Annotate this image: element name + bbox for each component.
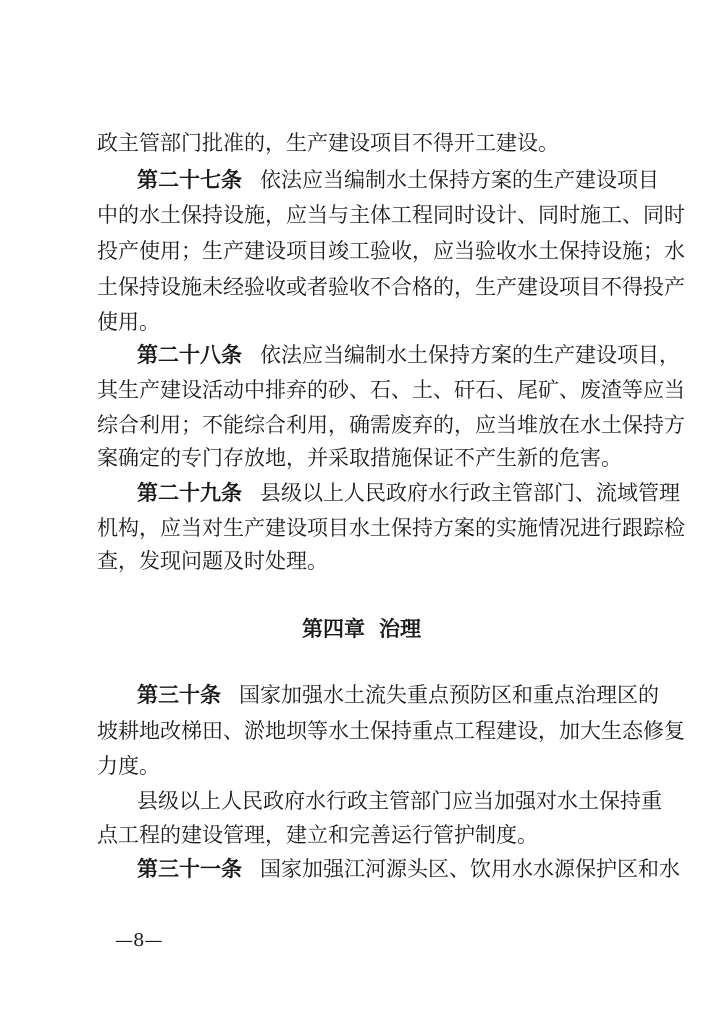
chapter-heading bbox=[0, 613, 723, 643]
text-line: 使用。 bbox=[97, 310, 160, 334]
article-text: 依法应当编制水土保持方案的生产建设项目， bbox=[260, 343, 680, 367]
article-heading: 第二十八条 bbox=[137, 343, 242, 367]
text-line: 坡耕地改梯田、淤地坝等水土保持重点工程建设，加大生态修复 bbox=[97, 719, 685, 743]
text-line: 其生产建设活动中排弃的砂、石、土、矸石、尾矿、废渣等应当 bbox=[97, 378, 685, 402]
article-text: 国家加强江河源头区、饮用水水源保护区和水 bbox=[260, 857, 680, 881]
article-27-first-line bbox=[137, 165, 659, 195]
text-line: 县级以上人民政府水行政主管部门应当加强对水土保持重 bbox=[137, 789, 662, 813]
text-line: 案确定的专门存放地，并采取措施保证不产生新的危害。 bbox=[97, 446, 622, 470]
text-line: 力度。 bbox=[97, 754, 160, 778]
chapter-title: 治理 bbox=[379, 617, 421, 641]
text-line: 点工程的建设管理，建立和完善运行管护制度。 bbox=[97, 823, 538, 847]
chapter-number: 第四章 bbox=[302, 617, 365, 641]
text-line: 中的水土保持设施，应当与主体工程同时设计、同时施工、同时 bbox=[97, 203, 685, 227]
article-29-first-line bbox=[137, 478, 680, 508]
article-28-first-line bbox=[137, 340, 680, 370]
text-line: 土保持设施未经验收或者验收不合格的，生产建设项目不得投产 bbox=[97, 275, 685, 299]
text-line: 综合利用；不能综合利用，确需废弃的，应当堆放在水土保持方 bbox=[97, 413, 685, 437]
article-heading: 第二十七条 bbox=[137, 168, 242, 192]
article-heading: 第三十条 bbox=[137, 683, 221, 707]
article-31-first-line bbox=[137, 854, 680, 884]
article-text: 县级以上人民政府水行政主管部门、流域管理 bbox=[260, 481, 680, 505]
text-line: 政主管部门批准的，生产建设项目不得开工建设。 bbox=[97, 131, 559, 155]
text-line: 机构，应当对生产建设项目水土保持方案的实施情况进行跟踪检 bbox=[97, 516, 685, 540]
article-text: 国家加强水土流失重点预防区和重点治理区的 bbox=[239, 683, 659, 707]
page-number: —8— bbox=[115, 930, 163, 951]
article-text: 依法应当编制水土保持方案的生产建设项目 bbox=[260, 168, 659, 192]
article-heading: 第三十一条 bbox=[137, 857, 242, 881]
article-30-first-line bbox=[137, 680, 659, 710]
text-line: 投产使用；生产建设项目竣工验收，应当验收水土保持设施；水 bbox=[97, 239, 685, 263]
article-heading: 第二十九条 bbox=[137, 481, 242, 505]
text-line: 查，发现问题及时处理。 bbox=[97, 549, 328, 573]
